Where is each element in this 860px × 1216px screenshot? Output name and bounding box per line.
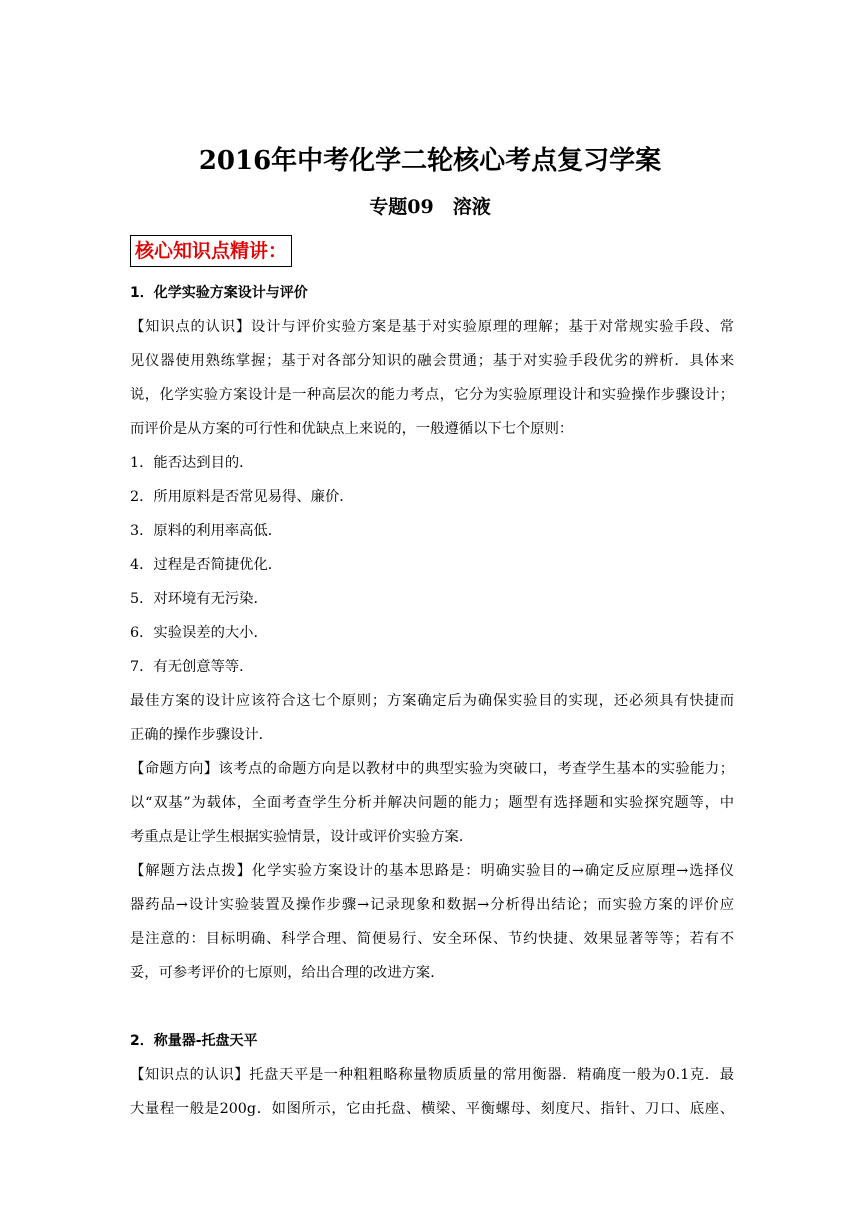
principle-item: 7．有无创意等等． — [130, 659, 254, 675]
principle-item: 4．过程是否简捷优化． — [130, 557, 283, 573]
section-spacer — [130, 990, 734, 1024]
principle-item: 3．原料的利用率高低． — [130, 523, 283, 539]
paragraph-line: 见仪器使用熟练掌握；基于对各部分知识的融会贯通；基于对实验手段优劣的辨析．具体来 — [130, 353, 734, 369]
document-title: 2016年中考化学二轮核心考点复习学案 — [198, 146, 662, 176]
section-2-heading: 2．称量器-托盘天平 — [130, 1033, 258, 1049]
paragraph-line: 而评价是从方案的可行性和优缺点上来说的，一般遵循以下七个原则： — [130, 421, 574, 437]
paragraph-line: 以“双基”为载体，全面考查学生分析并解决问题的能力；题型有选择题和实验探究题等，中 — [130, 795, 734, 811]
principle-item: 5．对环境有无污染． — [130, 591, 268, 607]
paragraph-line: 【知识点的认识】设计与评价实验方案是基于对实验原理的理解；基于对常规实验手段、常 — [130, 319, 734, 335]
principle-item: 1．能否达到目的． — [130, 455, 254, 471]
paragraph-line: 【命题方向】该考点的命题方向是以教材中的典型实验为突破口，考查学生基本的实验能力； — [130, 761, 734, 777]
document-subtitle: 专题09 溶液 — [369, 196, 491, 218]
paragraph-line: 是注意的：目标明确、科学合理、简便易行、安全环保、节约快捷、效果显著等等；若有不 — [130, 931, 734, 947]
paragraph-line: 【解题方法点拨】化学实验方案设计的基本思路是：明确实验目的→确定反应原理→选择仪 — [130, 863, 734, 879]
paragraph-line: 器药品→设计实验装置及操作步骤→记录现象和数据→分析得出结论；而实验方案的评价应 — [130, 897, 734, 913]
principle-item: 2．所用原料是否常见易得、廉价． — [130, 489, 354, 505]
paragraph-line: 妥，可参考评价的七原则，给出合理的改进方案． — [130, 965, 445, 981]
document-body — [130, 276, 734, 1126]
core-knowledge-heading: 核心知识点精讲： — [130, 235, 292, 267]
paragraph-line: 考重点是让学生根据实验情景，设计或评价实验方案． — [130, 829, 474, 845]
principle-item: 6．实验误差的大小． — [130, 625, 268, 641]
paragraph-line: 最佳方案的设计应该符合这七个原则；方案确定后为确保实验目的实现，还必须具有快捷而 — [130, 693, 734, 709]
paragraph-line: 大量程一般是200g．如图所示，它由托盘、横梁、平衡螺母、刻度尺、指针、刀口、底座、 — [130, 1101, 734, 1117]
paragraph-line: 正确的操作步骤设计． — [130, 727, 273, 743]
paragraph-line: 说，化学实验方案设计是一种高层次的能力考点，它分为实验原理设计和实验操作步骤设计； — [130, 387, 734, 403]
paragraph-line: 【知识点的认识】托盘天平是一种粗粗略称量物质质量的常用衡器．精确度一般为0.1克．最 — [130, 1067, 734, 1083]
section-1-heading: 1．化学实验方案设计与评价 — [130, 285, 308, 301]
